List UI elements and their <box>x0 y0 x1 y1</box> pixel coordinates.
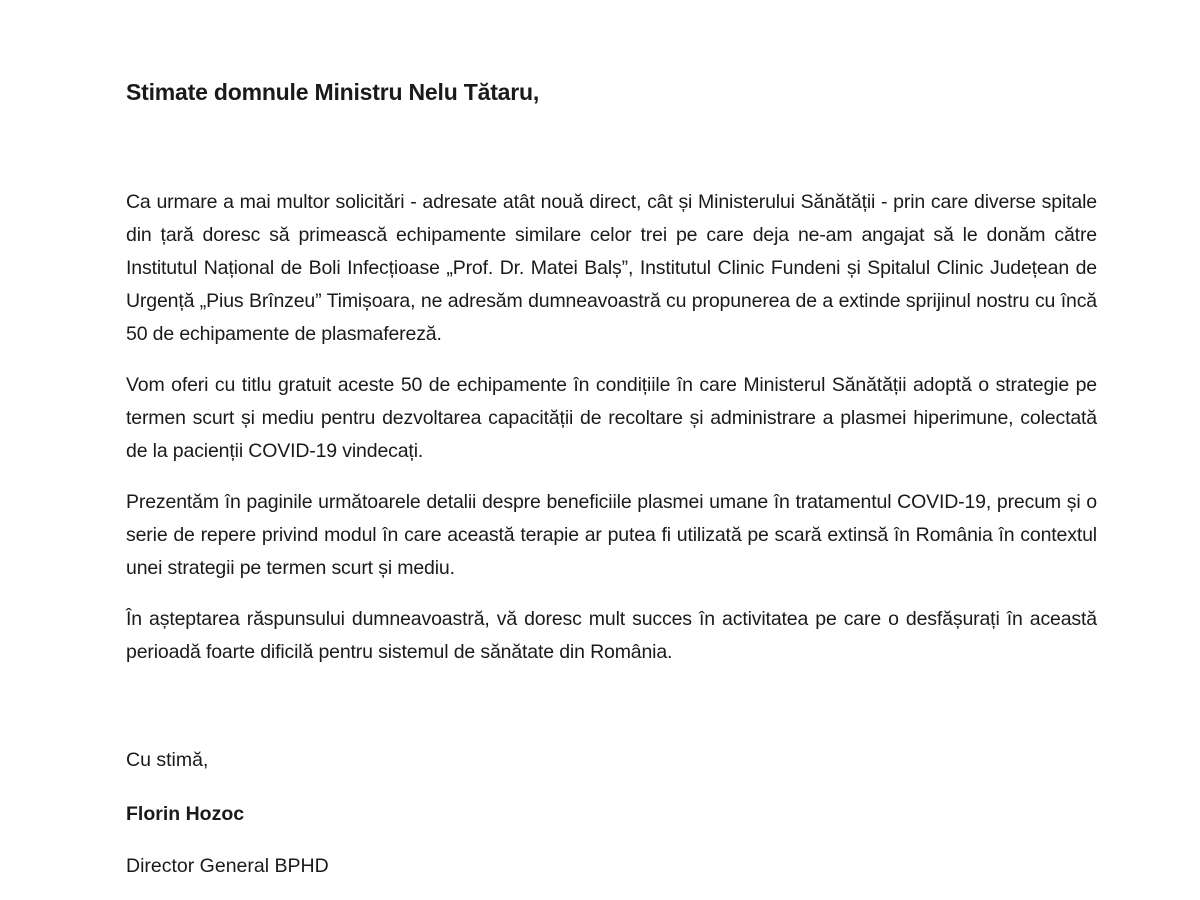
paragraph-offer: Vom oferi cu titlu gratuit aceste 50 de echipamente în condițiile în care Ministerul Sănătății adoptă o strategie pe termen scurt și mediu pentru dezvoltarea capacității de recoltare și administrare a plasmei hiperimune, colectată de la pacienții COVID-19 vindecați. <box>126 374 1097 462</box>
paragraph-details: Prezentăm în paginile următoarele detalii despre beneficiile plasmei umane în tratamentul COVID-19, precum și o serie de repere privind modul în care această terapie ar putea fi utilizată pe scară extinsă în România în contextul unei strategii pe termen scurt și mediu. <box>126 491 1097 579</box>
salutation: Stimate domnule Ministru Nelu Tătaru, <box>126 79 540 105</box>
signer-title: Director General BPHD <box>126 855 329 877</box>
letter-page <box>126 0 1097 900</box>
signer-name: Florin Hozoc <box>126 803 245 825</box>
closing-formula: Cu stimă, <box>126 749 209 771</box>
letter-body <box>126 186 1097 687</box>
paragraph-request: Ca urmare a mai multor solicitări - adresate atât nouă direct, cât și Ministerului Sănătății - prin care diverse spitale din țară doresc să primească echipamente similare celor trei pe care deja ne-am angajat să le donăm către Institutul Național de Boli Infecțioase „Prof. Dr. Matei Balș”, Institutul Clinic Fundeni și Spitalul Clinic Județean de Urgență „Pius Brînzeu” Timișoara, ne adresăm dumneavoastră cu propunerea de a extinde sprijinul nostru cu încă 50 de echipamente de plasmafereză. <box>126 191 1097 345</box>
paragraph-closing-wishes: În așteptarea răspunsului dumneavoastră, vă doresc mult succes în activitatea pe care o desfășurați în această perioadă foarte dificilă pentru sistemul de sănătate din România. <box>126 608 1097 663</box>
